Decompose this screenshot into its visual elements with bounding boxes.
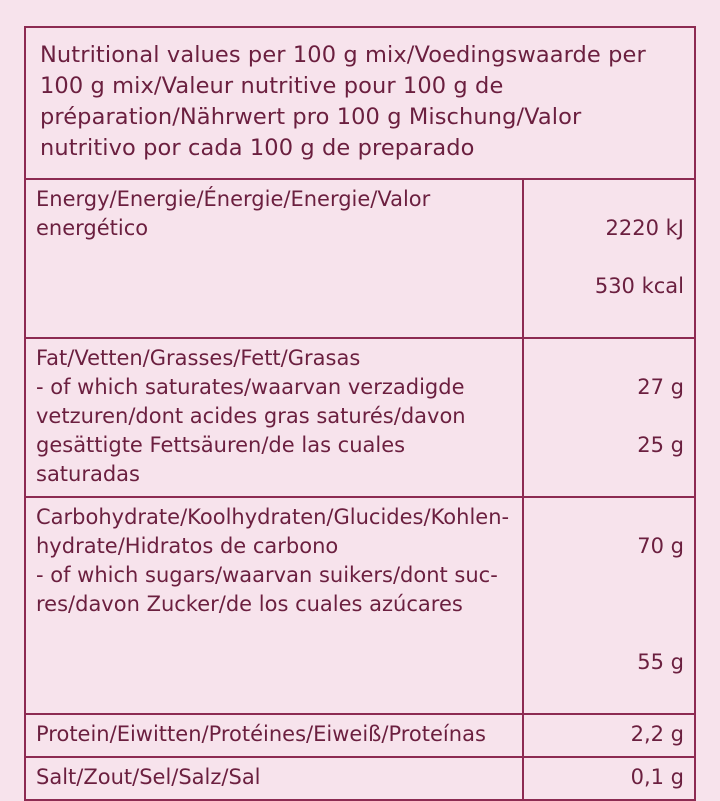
nutrition-table	[26, 180, 694, 799]
nutrition-panel	[24, 26, 696, 801]
table-row	[26, 714, 694, 757]
row-value-carbohydrate-total: 70 g	[637, 534, 684, 558]
row-value-fat-saturates: 25 g	[637, 433, 684, 457]
row-value-energy	[523, 180, 694, 338]
row-label-fat	[26, 338, 523, 497]
row-label-carbohydrate-main: Carbohydrate/Koolhydraten/Glucides/Kohlen-hydrate/Hidratos de carbono	[36, 505, 510, 558]
row-value-carbohydrate-sugars: 55 g	[637, 650, 684, 674]
row-label-salt: Salt/Zout/Sel/Salz/Sal	[26, 757, 523, 799]
row-label-protein: Protein/Eiwitten/Protéines/Eiweiß/Proteínas	[26, 714, 523, 757]
nutrition-heading-text: Nutritional values per 100 g mix/Voedingswaarde per 100 g mix/Valeur nutritive pour 100 g de préparation/Nährwert pro 100 g Mischung/Valor nutritivo por cada 100 g de preparado	[40, 42, 646, 161]
table-row	[26, 338, 694, 497]
row-value-salt: 0,1 g	[523, 757, 694, 799]
row-value-energy-kj: 2220 kJ	[605, 216, 684, 240]
row-value-energy-kcal: 530 kcal	[594, 274, 684, 298]
row-value-carbohydrate	[523, 497, 694, 714]
table-row	[26, 757, 694, 799]
table-row	[26, 497, 694, 714]
table-row	[26, 180, 694, 338]
row-label-fat-main: Fat/Vetten/Grasses/Fett/Grasas	[36, 346, 361, 370]
row-label-fat-saturates: - of which saturates/waarvan verzadigde vetzuren/dont acides gras saturés/davon gesättigte Fettsäuren/de las cuales saturadas	[36, 375, 466, 486]
row-value-fat	[523, 338, 694, 497]
row-label-energy: Energy/Energie/Énergie/Energie/Valor energético	[26, 180, 523, 338]
nutrition-heading	[26, 28, 694, 180]
row-value-protein: 2,2 g	[523, 714, 694, 757]
row-label-carbohydrate	[26, 497, 523, 714]
row-value-fat-total: 27 g	[637, 375, 684, 399]
row-label-carbohydrate-sugars: - of which sugars/waarvan suikers/dont suc-res/davon Zucker/de los cuales azúcares	[36, 563, 498, 616]
